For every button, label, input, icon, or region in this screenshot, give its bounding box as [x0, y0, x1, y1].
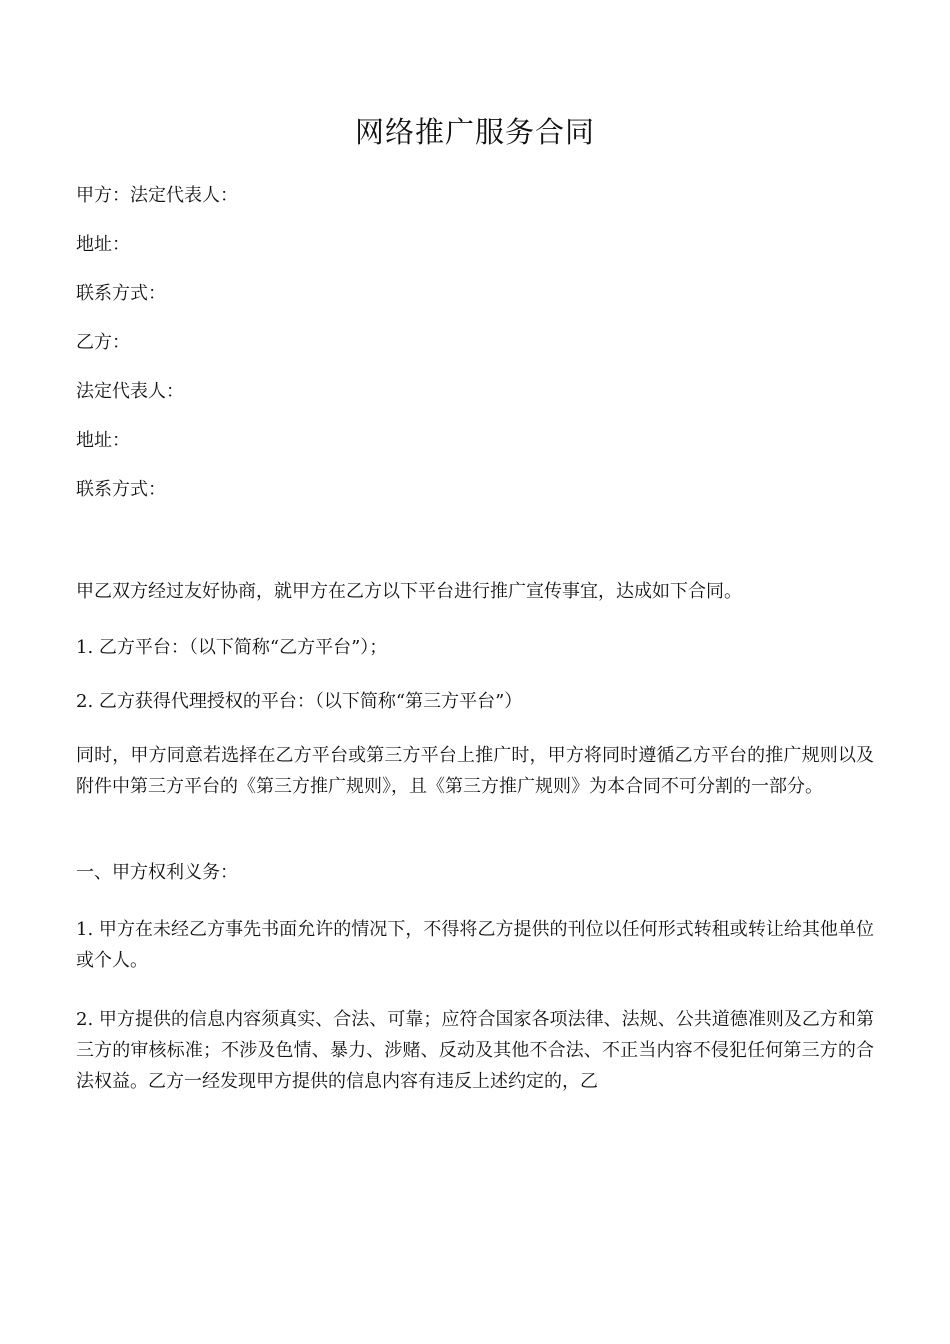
clause-a-1: 1. 甲方在未经乙方事先书面允许的情况下，不得将乙方提供的刊位以任何形式转租或转让给其他单位或个人。 — [76, 919, 874, 971]
party-b-name: 乙方： — [76, 332, 130, 353]
document-title: 网络推广服务合同 — [354, 115, 595, 149]
party-a-address: 地址： — [76, 234, 130, 255]
party-a-contact: 联系方式： — [76, 283, 166, 304]
clause-platform-b: 1. 乙方平台：（以下简称“乙方平台”）； — [76, 637, 388, 658]
party-a-representative: 甲方：法定代表人： — [76, 185, 238, 206]
party-b-address: 地址： — [76, 430, 130, 451]
clause-third-party-platform: 2. 乙方获得代理授权的平台：（以下简称“第三方平台”） — [76, 691, 523, 712]
party-b-contact: 联系方式： — [76, 479, 166, 500]
preamble-paragraph: 甲乙双方经过友好协商，就甲方在乙方以下平台进行推广宣传事宜，达成如下合同。 — [76, 581, 742, 602]
clause-a-2: 2. 甲方提供的信息内容须真实、合法、可靠；应符合国家各项法律、法规、公共道德准则及乙方和第三方的审核标准；不涉及色情、暴力、涉赌、反动及其他不合法、不正当内容不侵犯任何第三方的合法权益。乙方一经发现甲方提供的信息内容有违反上述约定的，乙 — [76, 1009, 874, 1092]
agreement-rules-paragraph: 同时，甲方同意若选择在乙方平台或第三方平台上推广时，甲方将同时遵循乙方平台的推广规则以及附件中第三方平台的《第三方推广规则》，且《第三方推广规则》为本合同不可分割的一部分。 — [76, 745, 874, 797]
section-heading-party-a-rights: 一、甲方权利义务： — [76, 862, 238, 883]
party-b-representative: 法定代表人： — [76, 381, 184, 402]
